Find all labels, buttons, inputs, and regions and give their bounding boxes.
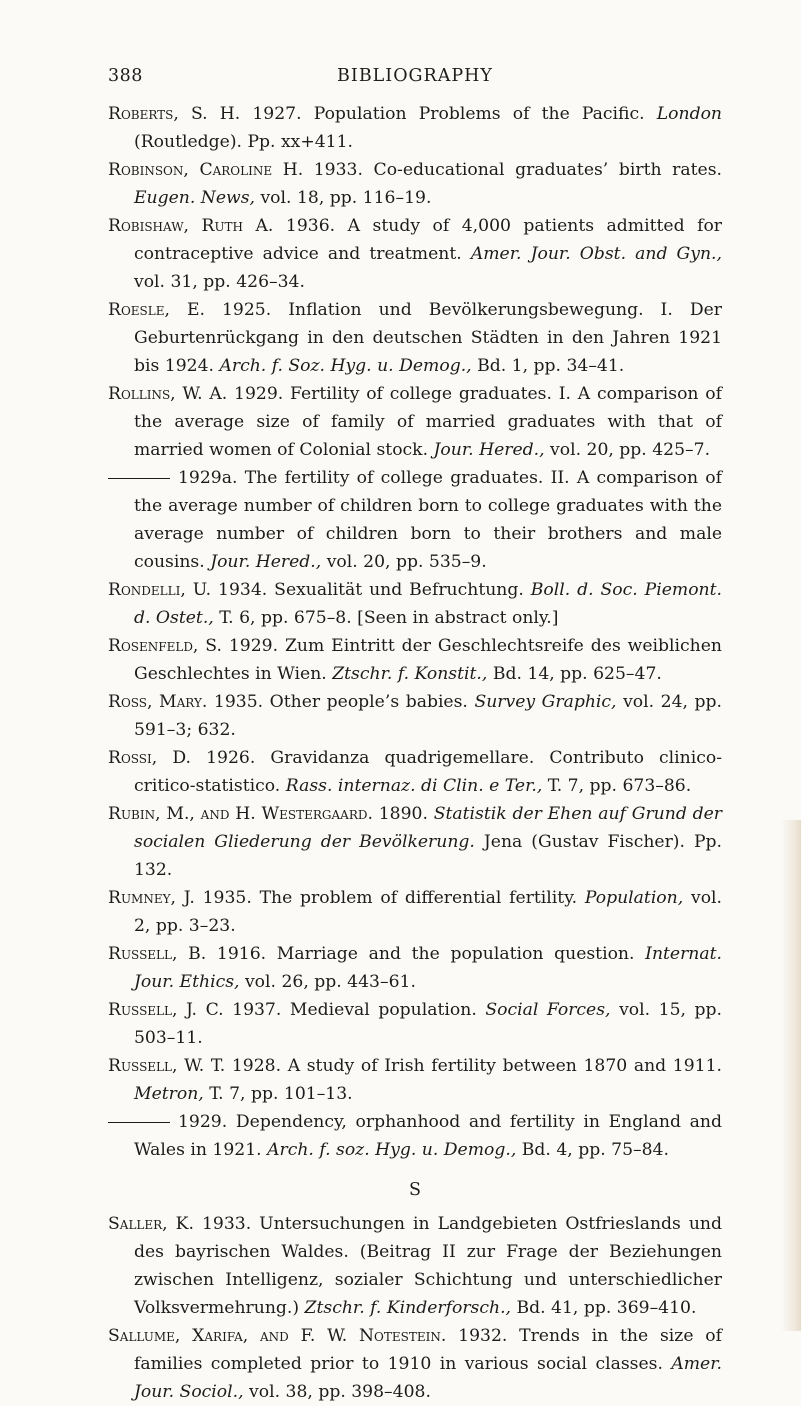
entry-text: 1936. A study of 4,000 patients admitted for contraceptive advice and treatment. [134, 216, 723, 264]
bibliography-entry [108, 996, 722, 1052]
entry-text: 1932. Trends in the size of families completed prior to 1910 in various social classes. [134, 1326, 723, 1374]
entry-details: vol. 2, pp. 3–23. [134, 888, 723, 936]
bibliography-entry [108, 632, 722, 688]
entry-author: Roesle, E. [108, 300, 205, 320]
entry-text: 1929. Dependency, orphanhood and fertility in England and Wales in 1921. [134, 1112, 722, 1160]
entry-venue: Ztschr. f. Kinderforsch., [304, 1298, 512, 1318]
entry-text: 1935. The problem of differential fertility. [194, 888, 585, 908]
bibliography-entry [108, 744, 722, 800]
entry-details: vol. 18, pp. 116–19. [255, 188, 432, 208]
page-number: 388 [108, 66, 143, 86]
entry-text: 1929. Zum Eintritt der Geschlechtsreife des weiblichen Geschlechtes in Wien. [134, 636, 722, 684]
entry-venue: Metron, [134, 1084, 204, 1104]
entry-author: Saller, K. [108, 1214, 194, 1234]
page-edge-shadow [781, 820, 801, 1331]
entry-author: Rossi, D. [108, 748, 191, 768]
bibliography-entry [108, 940, 722, 996]
bibliography-entry [108, 212, 722, 296]
bibliography-entry [108, 576, 722, 632]
entry-text: 1935. Other people’s babies. [207, 692, 475, 712]
section-heading: S [409, 1180, 421, 1200]
bibliography-entry [108, 884, 722, 940]
header-title: BIBLIOGRAPHY [337, 66, 493, 86]
entry-author: Russell, J. C. [108, 1000, 224, 1020]
entry-text: 1890. [372, 804, 434, 824]
bibliography-entry [108, 1052, 722, 1108]
entry-text: 1929. Fertility of college graduates. I. A comparison of the average size of family of married graduates with that of married women of Colonial stock. [134, 384, 722, 460]
entry-text: 1916. Marriage and the population question. [206, 944, 646, 964]
entry-details: vol. 26, pp. 443–61. [239, 972, 416, 992]
running-header [108, 66, 722, 94]
bibliography-entry [108, 296, 722, 380]
entry-venue: Jour. Hered., [210, 552, 322, 572]
entry-venue: Rass. internaz. di Clin. e Ter., [285, 776, 543, 796]
entry-venue: Population, [584, 888, 684, 908]
entry-text: 1926. Gravidanza quadrigemellare. Contributo clinico-critico-statistico. [134, 748, 723, 796]
entry-author: Russell, W. T. [108, 1056, 226, 1076]
bibliography-entry [108, 1322, 722, 1406]
bibliography-entry [108, 380, 722, 464]
entry-details: Jena (Gustav Fischer). Pp. 132. [134, 832, 722, 880]
bibliography-entry [108, 156, 722, 212]
ditto-dash [108, 1122, 170, 1123]
entry-details: vol. 20, pp. 535–9. [321, 552, 487, 572]
entry-text: 1934. Sexualität und Befruchtung. [211, 580, 531, 600]
entry-author: Rondelli, U. [108, 580, 212, 600]
entry-details: vol. 24, pp. 591–3; 632. [134, 692, 722, 740]
entry-venue: Arch. f. Soz. Hyg. u. Demog., [219, 356, 472, 376]
ditto-dash [108, 478, 170, 479]
entry-details: vol. 20, pp. 425–7. [544, 440, 711, 460]
entry-details: T. 7, pp. 101–13. [203, 1084, 353, 1104]
entry-details: Bd. 14, pp. 625–47. [487, 664, 662, 684]
entry-author: Roberts, S. H. [108, 104, 241, 124]
entry-text: 1933. Untersuchungen in Landgebieten Ostfrieslands und des bayrischen Waldes. (Beitrag II zur Frage der Beziehungen zwischen Intelligenz, sozialer Schichtung und unterschiedlicher Volksvermehrung.) [134, 1214, 722, 1318]
bibliography-list-r [108, 100, 722, 1164]
bibliography-list-s [108, 1210, 722, 1406]
entry-details: T. 7, pp. 673–86. [542, 776, 692, 796]
bibliography-entry [108, 1210, 722, 1322]
entry-venue: London [656, 104, 723, 124]
entry-details: vol. 38, pp. 398–408. [243, 1382, 431, 1402]
entry-details: (Routledge). Pp. xx+411. [134, 132, 353, 152]
entry-venue: Eugen. News, [134, 188, 255, 208]
entry-text: 1928. A study of Irish fertility between 1870 and 1911. [225, 1056, 722, 1076]
bibliography-entry [108, 464, 722, 576]
entry-details: vol. 31, pp. 426–34. [134, 272, 305, 292]
entry-author: Rumney, J. [108, 888, 195, 908]
entry-text: 1937. Medieval population. [223, 1000, 486, 1020]
entry-details: Bd. 4, pp. 75–84. [516, 1140, 669, 1160]
entry-venue: Internat. Jour. Ethics, [134, 944, 722, 992]
entry-author: Russell, B. [108, 944, 207, 964]
entry-details: T. 6, pp. 675–8. [Seen in abstract only.] [213, 608, 559, 628]
entry-text: 1933. Co-educational graduates’ birth rates. [303, 160, 722, 180]
entry-author: Rollins, W. A. [108, 384, 228, 404]
bibliography-entry [108, 100, 722, 156]
entry-text: 1925. Inflation und Bevölkerungsbewegung. I. Der Geburtenrückgang in den deutschen Städten in den Jahren 1921 bis 1924. [134, 300, 722, 376]
entry-venue: Jour. Hered., [433, 440, 545, 460]
entry-venue: Social Forces, [485, 1000, 611, 1020]
entry-venue: Survey Graphic, [474, 692, 617, 712]
entry-details: vol. 15, pp. 503–11. [134, 1000, 722, 1048]
book-page [108, 66, 722, 1406]
entry-venue: Statistik der Ehen auf Grund der socialen Gliederung der Bevölkerung. [134, 804, 722, 852]
entry-author: Rosenfeld, S. [108, 636, 222, 656]
entry-author: Ross, Mary. [108, 692, 208, 712]
entry-text: 1929a. The fertility of college graduates. II. A comparison of the average number of children born to college graduates with the average number of children born to their brothers and male cousins. [134, 468, 722, 572]
entry-author: Rubin, M., and H. Westergaard. [108, 804, 373, 824]
entry-author: Robishaw, Ruth A. [108, 216, 274, 236]
entry-text: 1927. Population Problems of the Pacific. [240, 104, 657, 124]
entry-author: Sallume, Xarifa, and F. W. Notestein. [108, 1326, 447, 1346]
bibliography-entry [108, 688, 722, 744]
entry-venue: Arch. f. soz. Hyg. u. Demog., [267, 1140, 517, 1160]
entry-details: Bd. 1, pp. 34–41. [471, 356, 625, 376]
entry-details: Bd. 41, pp. 369–410. [511, 1298, 697, 1318]
entry-venue: Ztschr. f. Konstit., [332, 664, 488, 684]
bibliography-entry [108, 1108, 722, 1164]
entry-venue: Amer. Jour. Sociol., [134, 1354, 722, 1402]
entry-author: Robinson, Caroline H. [108, 160, 304, 180]
entry-venue: Boll. d. Soc. Piemont. d. Ostet., [134, 580, 722, 628]
entry-venue: Amer. Jour. Obst. and Gyn., [470, 244, 722, 264]
bibliography-entry [108, 800, 722, 884]
